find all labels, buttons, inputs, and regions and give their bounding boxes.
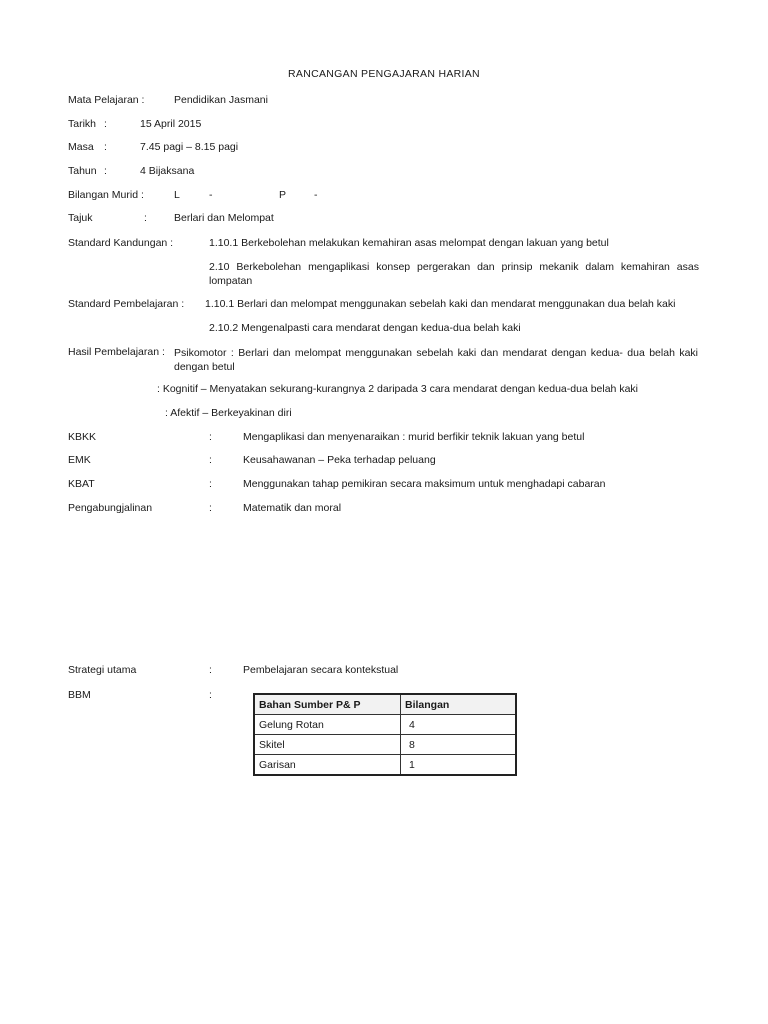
masa-label: Masa xyxy=(68,141,94,153)
standard-pembelajaran-item: 2.10.2 Mengenalpasti cara mendarat dengan kedua-dua belah kaki xyxy=(209,322,521,334)
standard-kandungan-item: 2.10 Berkebolehan mengaplikasi konsep pergerakan dan prinsip mekanik dalam kemahiran asas lompatan xyxy=(209,261,699,287)
emk-label: EMK xyxy=(68,454,91,466)
masa-value: 7.45 pagi – 8.15 pagi xyxy=(140,141,239,153)
emk-value: Keusahawanan – Peka terhadap peluang xyxy=(243,454,436,466)
bbm-colon: : xyxy=(209,689,212,701)
table-cell-bilangan: 8 xyxy=(401,735,517,755)
table-row xyxy=(254,715,516,735)
tarikh-value: 15 April 2015 xyxy=(140,118,202,130)
kbkk-colon: : xyxy=(209,431,212,443)
standard-pembelajaran-label: Standard Pembelajaran : xyxy=(68,298,185,310)
table-row xyxy=(254,735,516,755)
strategi-utama-label: Strategi utama xyxy=(68,664,137,676)
table-cell-bilangan: 4 xyxy=(401,715,517,735)
standard-kandungan-label: Standard Kandungan : xyxy=(68,237,174,249)
bilangan-murid-l: L xyxy=(174,189,180,201)
table-header-bilangan: Bilangan xyxy=(401,694,517,715)
mata-pelajaran-label: Mata Pelajaran : xyxy=(68,94,145,106)
masa-colon: : xyxy=(104,141,107,153)
bilangan-murid-label: Bilangan Murid : xyxy=(68,189,144,201)
document-title: RANCANGAN PENGAJARAN HARIAN xyxy=(288,68,480,80)
tahun-label: Tahun xyxy=(68,165,97,177)
tajuk-value: Berlari dan Melompat xyxy=(174,212,274,224)
bbm-table xyxy=(253,693,517,776)
bilangan-murid-l-value: - xyxy=(209,189,213,201)
hasil-pembelajaran-psikomotor: Psikomotor : Berlari dan melompat menggunakan sebelah kaki dan mendarat dengan kedua- dua belah kaki dengan betul xyxy=(174,347,698,373)
standard-pembelajaran-item: 1.10.1 Berlari dan melompat menggunakan sebelah kaki dan mendarat menggunakan dua belah kaki xyxy=(205,298,676,310)
pengabungjalinan-value: Matematik dan moral xyxy=(243,502,342,514)
bbm-label: BBM xyxy=(68,689,91,701)
table-cell-bahan: Garisan xyxy=(254,755,401,776)
standard-kandungan-item: 1.10.1 Berkebolehan melakukan kemahiran asas melompat dengan lakuan yang betul xyxy=(209,237,609,249)
kbkk-label: KBKK xyxy=(68,431,97,443)
pengabungjalinan-colon: : xyxy=(209,502,212,514)
strategi-utama-colon: : xyxy=(209,664,212,676)
tahun-colon: : xyxy=(104,165,107,177)
tahun-value: 4 Bijaksana xyxy=(140,165,195,177)
emk-colon: : xyxy=(209,454,212,466)
hasil-pembelajaran-afektif: : Afektif – Berkeyakinan diri xyxy=(165,407,292,419)
hasil-pembelajaran-label: Hasil Pembelajaran : xyxy=(68,346,165,358)
bilangan-murid-p: P xyxy=(279,189,287,201)
tarikh-colon: : xyxy=(104,118,107,130)
kbat-value: Menggunakan tahap pemikiran secara maksimum untuk menghadapi cabaran xyxy=(243,478,606,490)
table-cell-bahan: Gelung Rotan xyxy=(254,715,401,735)
tarikh-label: Tarikh xyxy=(68,118,97,130)
table-header-row xyxy=(254,694,516,715)
table-cell-bilangan: 1 xyxy=(401,755,517,776)
table-header-bahan: Bahan Sumber P& P xyxy=(254,694,401,715)
tajuk-label: Tajuk xyxy=(68,212,93,224)
kbat-colon: : xyxy=(209,478,212,490)
kbat-label: KBAT xyxy=(68,478,95,490)
bilangan-murid-p-value: - xyxy=(314,189,318,201)
mata-pelajaran-value: Pendidikan Jasmani xyxy=(174,94,268,106)
pengabungjalinan-label: Pengabungjalinan xyxy=(68,502,153,514)
table-cell-bahan: Skitel xyxy=(254,735,401,755)
tajuk-colon: : xyxy=(144,212,147,224)
hasil-pembelajaran-kognitif: : Kognitif – Menyatakan sekurang-kurangnya 2 daripada 3 cara mendarat dengan kedua-dua belah kaki xyxy=(157,383,638,395)
table-row xyxy=(254,755,516,776)
strategi-utama-value: Pembelajaran secara kontekstual xyxy=(243,664,399,676)
kbkk-value: Mengaplikasi dan menyenaraikan : murid berfikir teknik lakuan yang betul xyxy=(243,431,585,443)
